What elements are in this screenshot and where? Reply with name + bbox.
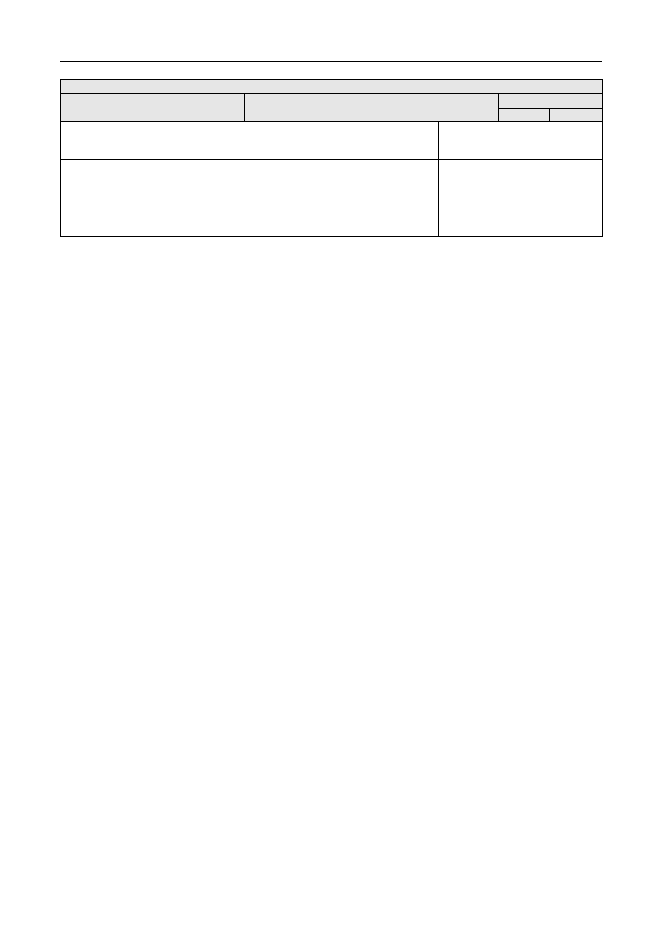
col-share-kind-qty (499, 94, 603, 109)
margin-label (61, 160, 439, 237)
unlimited-header (61, 80, 603, 122)
notes (61, 122, 603, 237)
unlimited-title (61, 80, 603, 94)
margin-text (439, 160, 603, 237)
relation-label (61, 122, 439, 160)
col-unlimited-count (245, 94, 499, 122)
col-share-qty (550, 109, 603, 122)
relation-text (439, 122, 603, 160)
col-shareholder-name (61, 94, 245, 122)
col-share-kind (499, 109, 550, 122)
header-rule (60, 61, 602, 62)
shareholder-table (60, 79, 603, 237)
